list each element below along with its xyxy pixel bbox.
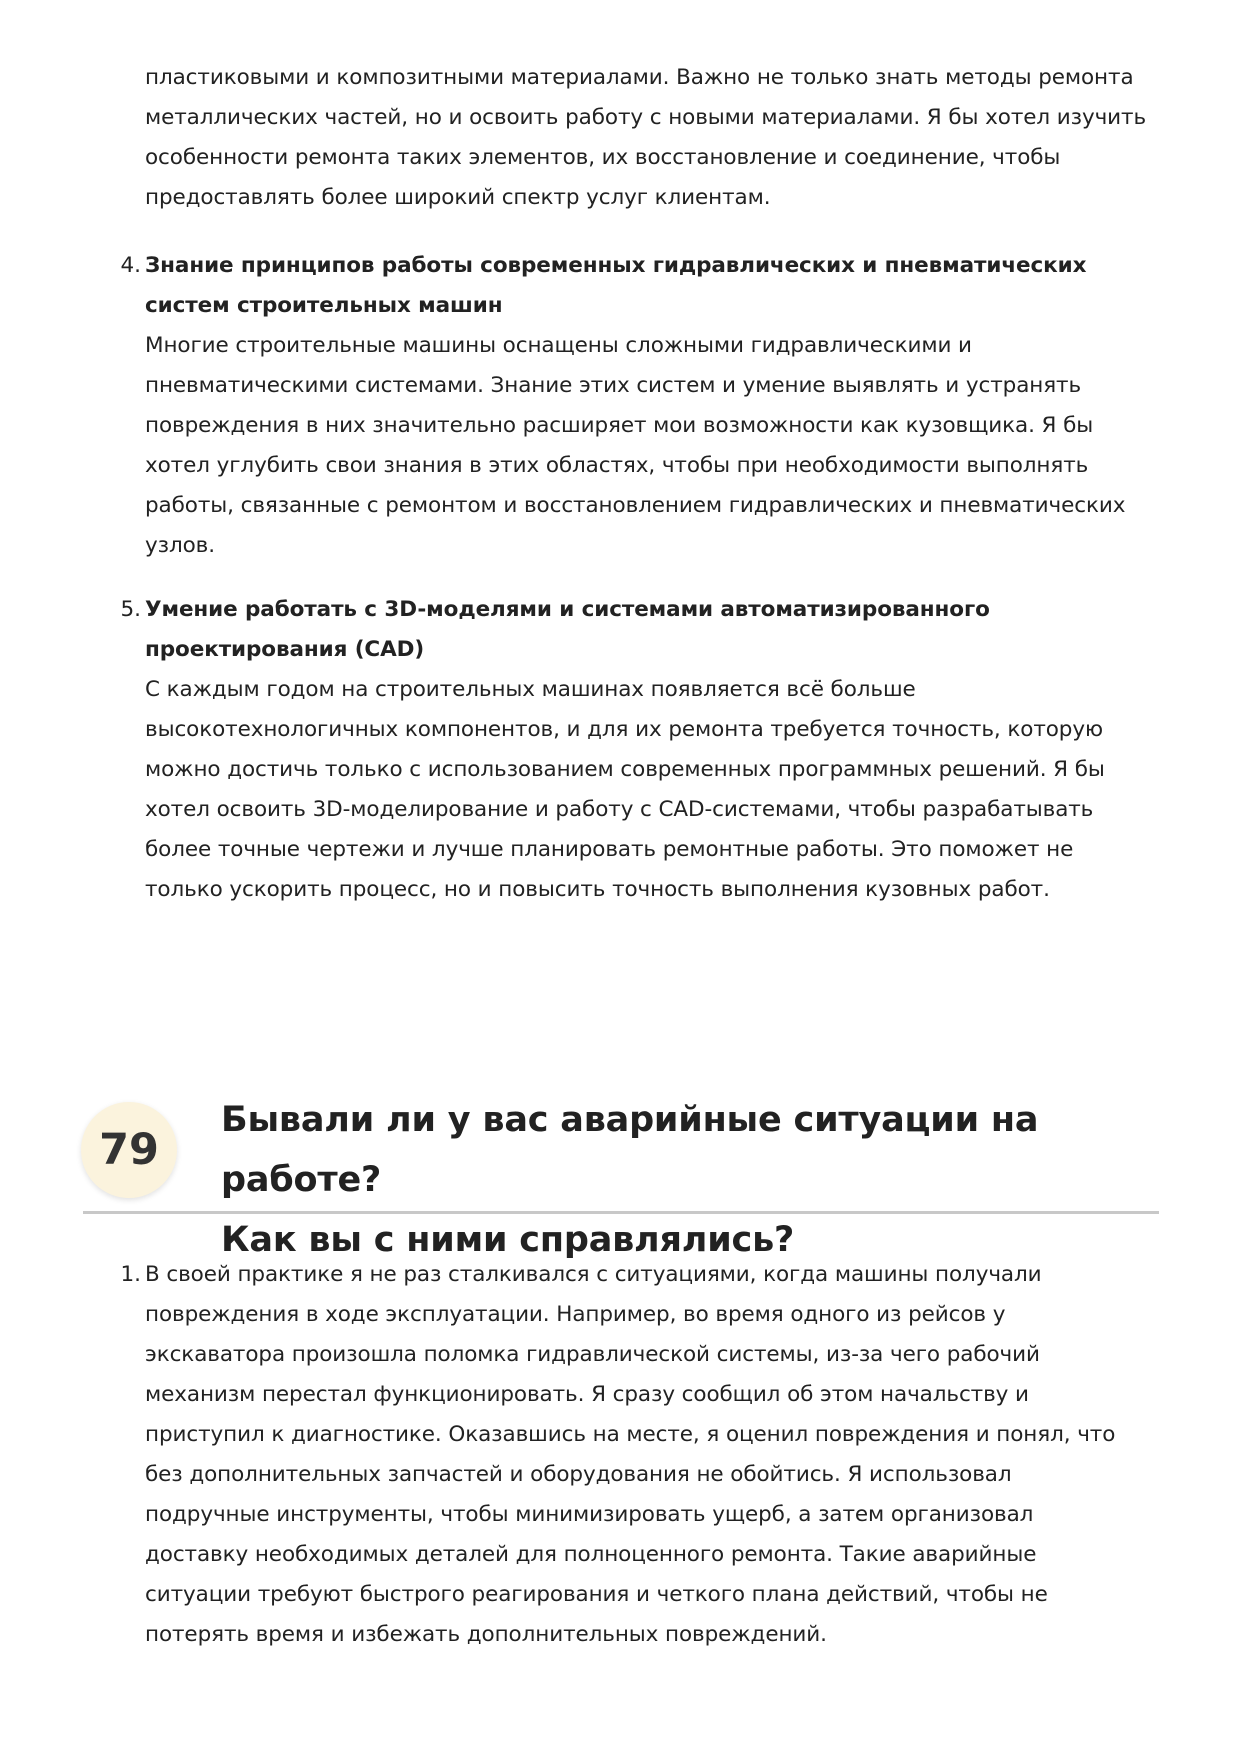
text-line: В своей практике я не раз сталкивался с ситуациями, когда машины получали (145, 1262, 1042, 1287)
list-item-4 (120, 246, 1160, 566)
text-line: доставку необходимых деталей для полноценного ремонта. Такие аварийные (145, 1542, 1037, 1567)
text-line: пневматическими системами. Знание этих систем и умение выявлять и устранять (145, 373, 1082, 398)
text-line: С каждым годом на строительных машинах появляется всё больше (145, 677, 916, 702)
text-line: можно достичь только с использованием современных программных решений. Я бы (145, 757, 1105, 782)
list-item-5 (120, 590, 1160, 910)
text-line: хотел углубить свои знания в этих областях, чтобы при необходимости выполнять (145, 453, 1089, 478)
list-item-title: систем строительных машин (145, 293, 503, 318)
section-divider (83, 1211, 1159, 1214)
item-3-continuation (145, 58, 1160, 218)
list-item-title: проектирования (CAD) (145, 637, 425, 662)
list-item-number: 5. (120, 597, 141, 622)
question-title-line: Бывали ли у вас аварийные ситуации на работе? (221, 1100, 1039, 1200)
text-line: работы, связанные с ремонтом и восстановлением гидравлических и пневматических (145, 493, 1126, 518)
list-item-number: 4. (120, 253, 141, 278)
question-title (221, 1090, 1161, 1270)
text-line: предоставлять более широкий спектр услуг клиентам. (145, 185, 771, 210)
text-line: повреждения в них значительно расширяет мои возможности как кузовщика. Я бы (145, 413, 1094, 438)
question-number-badge: 79 (81, 1102, 177, 1198)
text-line: пластиковыми и композитными материалами. Важно не только знать методы ремонта (145, 65, 1134, 90)
text-line: приступил к диагностике. Оказавшись на месте, я оценил повреждения и понял, что (145, 1422, 1116, 1447)
text-line: повреждения в ходе эксплуатации. Например, во время одного из рейсов у (145, 1302, 1006, 1327)
text-line: высокотехнологичных компонентов, и для их ремонта требуется точность, которую (145, 717, 1103, 742)
text-line: только ускорить процесс, но и повысить точность выполнения кузовных работ. (145, 877, 1050, 902)
text-line: ситуации требуют быстрого реагирования и четкого плана действий, чтобы не (145, 1582, 1048, 1607)
question-title-line: Как вы с ними справлялись? (221, 1220, 795, 1260)
text-line: потерять время и избежать дополнительных повреждений. (145, 1622, 827, 1647)
text-line: механизм перестал функционировать. Я сразу сообщил об этом начальству и (145, 1382, 1029, 1407)
list-item-number: 1. (120, 1262, 141, 1287)
text-line: более точные чертежи и лучше планировать ремонтные работы. Это поможет не (145, 837, 1074, 862)
list-item-title: Умение работать с 3D-моделями и системами автоматизированного (145, 597, 990, 622)
text-line: особенности ремонта таких элементов, их восстановление и соединение, чтобы (145, 145, 1061, 170)
text-line: металлических частей, но и освоить работу с новыми материалами. Я бы хотел изучить (145, 105, 1147, 130)
text-line: подручные инструменты, чтобы минимизировать ущерб, а затем организовал (145, 1502, 1034, 1527)
text-line: хотел освоить 3D-моделирование и работу с CAD-системами, чтобы разрабатывать (145, 797, 1094, 822)
text-line: экскаватора произошла поломка гидравлической системы, из-за чего рабочий (145, 1342, 1040, 1367)
text-line: без дополнительных запчастей и оборудования не обойтись. Я использовал (145, 1462, 1012, 1487)
text-line: Многие строительные машины оснащены сложными гидравлическими и (145, 333, 972, 358)
list-item-title: Знание принципов работы современных гидравлических и пневматических (145, 253, 1087, 278)
text-line: узлов. (145, 533, 215, 558)
answer-item-1 (120, 1255, 1160, 1655)
